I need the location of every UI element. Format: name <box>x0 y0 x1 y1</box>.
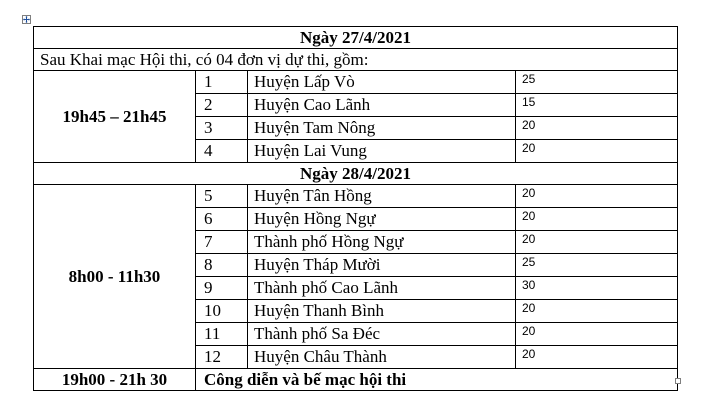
day1-time-slot: 19h45 – 21h45 <box>34 71 196 163</box>
day1-intro: Sau Khai mạc Hội thi, có 04 đơn vị dự thi, gồm: <box>34 49 678 71</box>
day2-header: Ngày 28/4/2021 <box>34 163 678 185</box>
unit-number: 8 <box>196 254 248 277</box>
unit-count: 20 <box>516 185 678 208</box>
unit-count: 20 <box>516 208 678 231</box>
unit-number: 12 <box>196 346 248 369</box>
unit-name: Thành phố Sa Đéc <box>248 323 516 346</box>
unit-name: Huyện Cao Lãnh <box>248 94 516 117</box>
day1-header: Ngày 27/4/2021 <box>34 27 678 49</box>
unit-count: 20 <box>516 117 678 140</box>
unit-count: 15 <box>516 94 678 117</box>
unit-number: 3 <box>196 117 248 140</box>
unit-number: 9 <box>196 277 248 300</box>
unit-name: Huyện Tháp Mười <box>248 254 516 277</box>
closing-row <box>34 369 678 391</box>
day1-header-row <box>34 27 678 49</box>
unit-number: 10 <box>196 300 248 323</box>
unit-name: Huyện Tam Nông <box>248 117 516 140</box>
unit-count: 20 <box>516 140 678 163</box>
unit-number: 7 <box>196 231 248 254</box>
unit-number: 5 <box>196 185 248 208</box>
table-move-handle-icon[interactable] <box>22 15 31 24</box>
move-cross-icon <box>23 16 30 23</box>
unit-number: 2 <box>196 94 248 117</box>
unit-name: Huyện Lấp Vò <box>248 71 516 94</box>
unit-count: 30 <box>516 277 678 300</box>
unit-number: 1 <box>196 71 248 94</box>
day1-intro-row <box>34 49 678 71</box>
unit-count: 20 <box>516 323 678 346</box>
unit-name: Thành phố Cao Lãnh <box>248 277 516 300</box>
unit-name: Huyện Thanh Bình <box>248 300 516 323</box>
unit-count: 20 <box>516 346 678 369</box>
unit-name: Huyện Hồng Ngự <box>248 208 516 231</box>
unit-count: 25 <box>516 254 678 277</box>
closing-time-slot: 19h00 - 21h 30 <box>34 369 196 391</box>
unit-count: 20 <box>516 231 678 254</box>
unit-number: 4 <box>196 140 248 163</box>
unit-name: Huyện Lai Vung <box>248 140 516 163</box>
unit-number: 11 <box>196 323 248 346</box>
schedule-table <box>33 26 678 391</box>
unit-number: 6 <box>196 208 248 231</box>
table-row <box>34 185 678 208</box>
unit-count: 20 <box>516 300 678 323</box>
unit-name: Huyện Châu Thành <box>248 346 516 369</box>
table-resize-handle-icon[interactable] <box>675 378 681 384</box>
unit-count: 25 <box>516 71 678 94</box>
unit-name: Thành phố Hồng Ngự <box>248 231 516 254</box>
day2-time-slot: 8h00 - 11h30 <box>34 185 196 369</box>
day2-header-row <box>34 163 678 185</box>
unit-name: Huyện Tân Hồng <box>248 185 516 208</box>
table-row <box>34 71 678 94</box>
closing-event: Công diễn và bế mạc hội thi <box>196 369 678 391</box>
